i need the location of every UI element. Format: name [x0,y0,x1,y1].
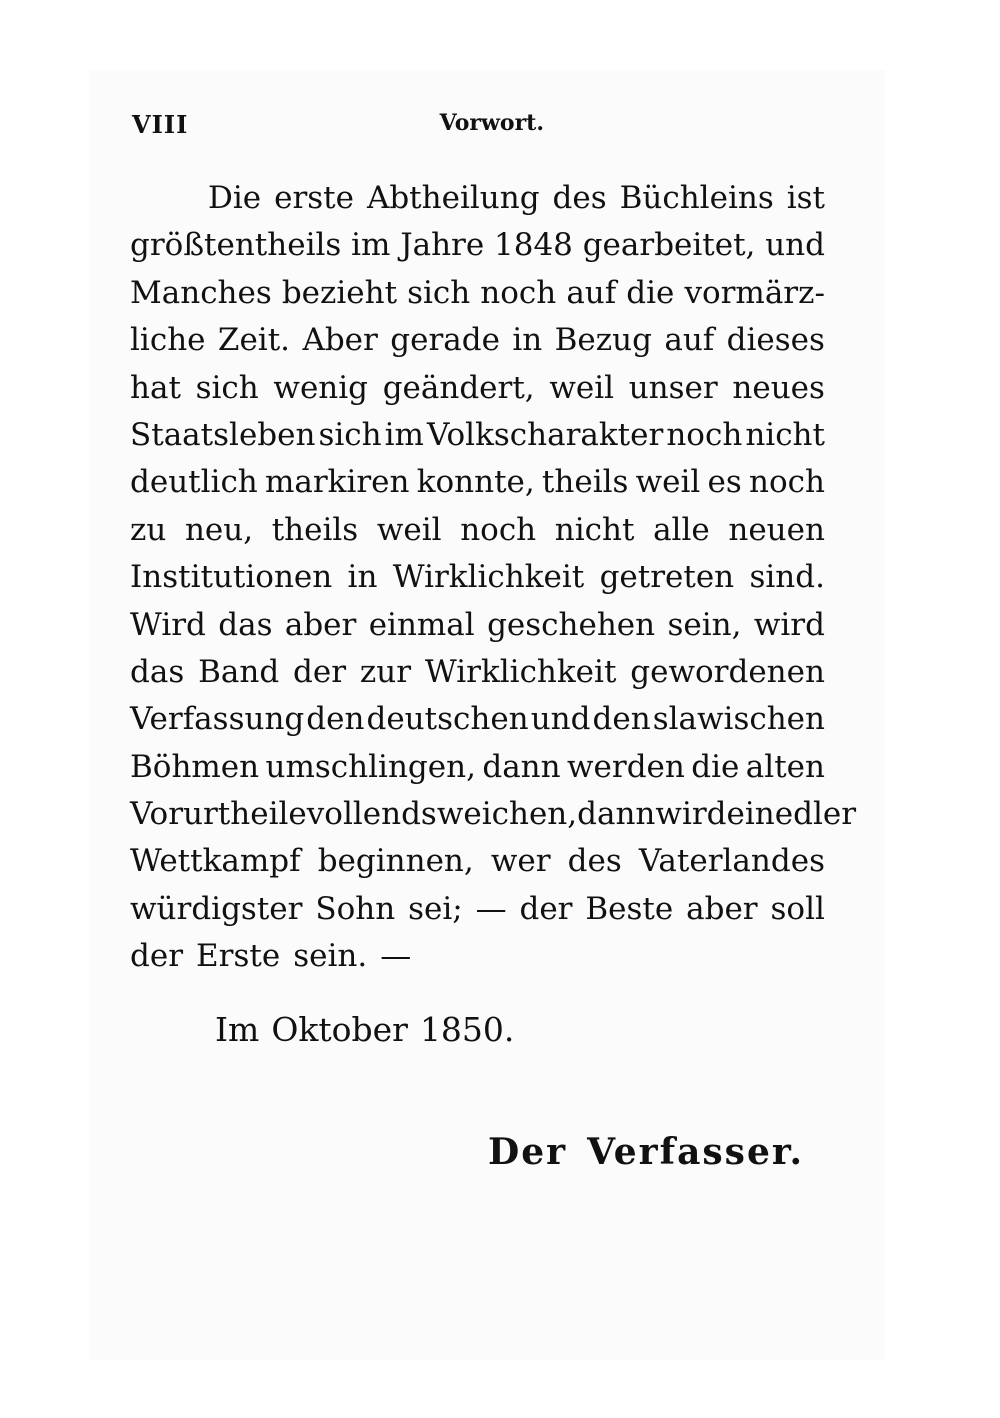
word: deutschen [366,701,529,738]
word: es [707,464,742,501]
word: Böhmen [130,748,260,785]
word: edler [774,796,857,833]
word: vormärz- [684,274,825,311]
word: ein [726,796,775,833]
word: zu [130,511,167,548]
word: und [765,227,825,264]
word: erste [274,180,354,216]
text-line [130,744,825,791]
word: liche [130,322,206,359]
word: die [691,748,740,785]
word: aber [686,890,758,927]
word: bezieht [281,274,398,311]
dateline-word: 1850. [419,1010,515,1049]
text-line [130,886,825,933]
word: theils [271,511,359,548]
word: auf [566,274,617,311]
word: des [567,843,622,880]
text-line [130,459,825,506]
word: neuen [728,511,825,548]
text-line [130,222,825,269]
page-number: VIII [132,110,189,139]
word: der [293,653,347,690]
word: Band [198,653,280,690]
word: vollends [306,796,437,833]
word: unser [628,369,718,406]
word: und [530,701,591,738]
word: deutlich [130,464,258,501]
word: werden [567,748,685,785]
word: Wirklichkeit [424,653,617,690]
dateline-word: Im [215,1010,260,1049]
word: Zeit. [217,322,291,359]
word: der [519,890,573,927]
word: sich [318,416,382,453]
word: in [512,322,543,359]
word: 1848 [494,227,573,264]
word: sind. [749,559,825,596]
word: einmal [368,606,475,643]
word: — [380,938,412,975]
word: umschlingen, [265,748,476,785]
word: den [592,701,651,738]
word: den [306,701,365,738]
word: wenig [273,369,369,406]
text-line [130,791,857,838]
word: noch [460,511,537,548]
text-line [130,696,825,743]
word: weichen, [436,796,578,833]
word: neues [732,369,825,406]
word: sei; [408,890,463,927]
word: zur [359,653,412,690]
word: Büchleins [619,180,774,216]
word: wird [753,606,825,643]
word: weil [549,369,615,406]
word: Vorurtheile [130,796,307,833]
word: dann [482,748,561,785]
text-line [130,602,825,649]
word: getreten [599,559,735,596]
word: würdigster [130,890,303,927]
signature-word: Verfasser. [587,1131,805,1173]
dateline [215,1010,514,1049]
word: alle [653,511,710,548]
text-line [130,933,825,980]
word: sein, [667,606,742,643]
word: hat [130,369,181,406]
text-line [130,412,825,459]
word: gearbeitet, [582,227,756,264]
text-line [130,649,825,696]
word: sein. [293,938,368,975]
word: Vaterlandes [638,843,825,880]
body-paragraph [130,175,857,981]
word: theils [541,464,629,501]
word: Jahre [400,227,485,264]
word: gewordenen [630,653,825,690]
word: größtentheils [130,227,342,264]
word: sich [407,274,471,311]
text-line [130,507,825,554]
word: nicht [745,416,825,453]
text-line [130,175,825,222]
word: das [130,653,185,690]
running-head: Vorwort. [439,110,544,136]
word: wer [490,843,551,880]
signature-word: Der [488,1131,568,1173]
word: alten [745,748,825,785]
word: Sohn [315,890,396,927]
word: Staatsleben [130,416,316,453]
word: noch [480,274,557,311]
word: Manches [130,274,272,311]
text-line [130,317,825,364]
word: weil [376,511,442,548]
word: wird [655,796,727,833]
word: Bezug [554,322,652,359]
word: das [218,606,273,643]
word: geschehen [487,606,656,643]
word: in [347,559,378,596]
word: beginnen, [317,843,474,880]
word: im [351,227,391,264]
word: Wirklichkeit [392,559,585,596]
word: soll [770,890,825,927]
word: dann [577,796,656,833]
word: noch [666,416,743,453]
word: noch [748,464,825,501]
word: Volkscharakter [426,416,664,453]
text-line [130,838,825,885]
word: — [475,890,507,927]
word: auf [664,322,715,359]
text-line [130,365,825,412]
word: der [130,938,184,975]
word: des [552,180,607,216]
word: die [626,274,675,311]
word: neu, [184,511,254,548]
word: Beste [585,890,674,927]
word: ist [786,180,825,216]
word: slawischen [652,701,825,738]
word: aber [284,606,357,643]
word: geändert, [382,369,535,406]
word: im [384,416,424,453]
word: Erste [196,938,281,975]
page-header [132,110,544,146]
word: weil [635,464,701,501]
word: Die [208,180,262,216]
text-line [130,554,825,601]
word: Wird [130,606,206,643]
word: Aber [302,322,378,359]
signature [488,1131,804,1173]
word: nicht [554,511,635,548]
word: Institutionen [130,559,333,596]
word: markiren [264,464,410,501]
word: gerade [390,322,500,359]
word: sich [195,369,259,406]
text-line [130,270,825,317]
dateline-word: Oktober [271,1010,408,1049]
word: dieses [726,322,825,359]
word: Wettkampf [130,843,301,880]
word: Verfassung [130,701,305,738]
word: konnte, [416,464,535,501]
word: Abtheilung [366,180,540,216]
